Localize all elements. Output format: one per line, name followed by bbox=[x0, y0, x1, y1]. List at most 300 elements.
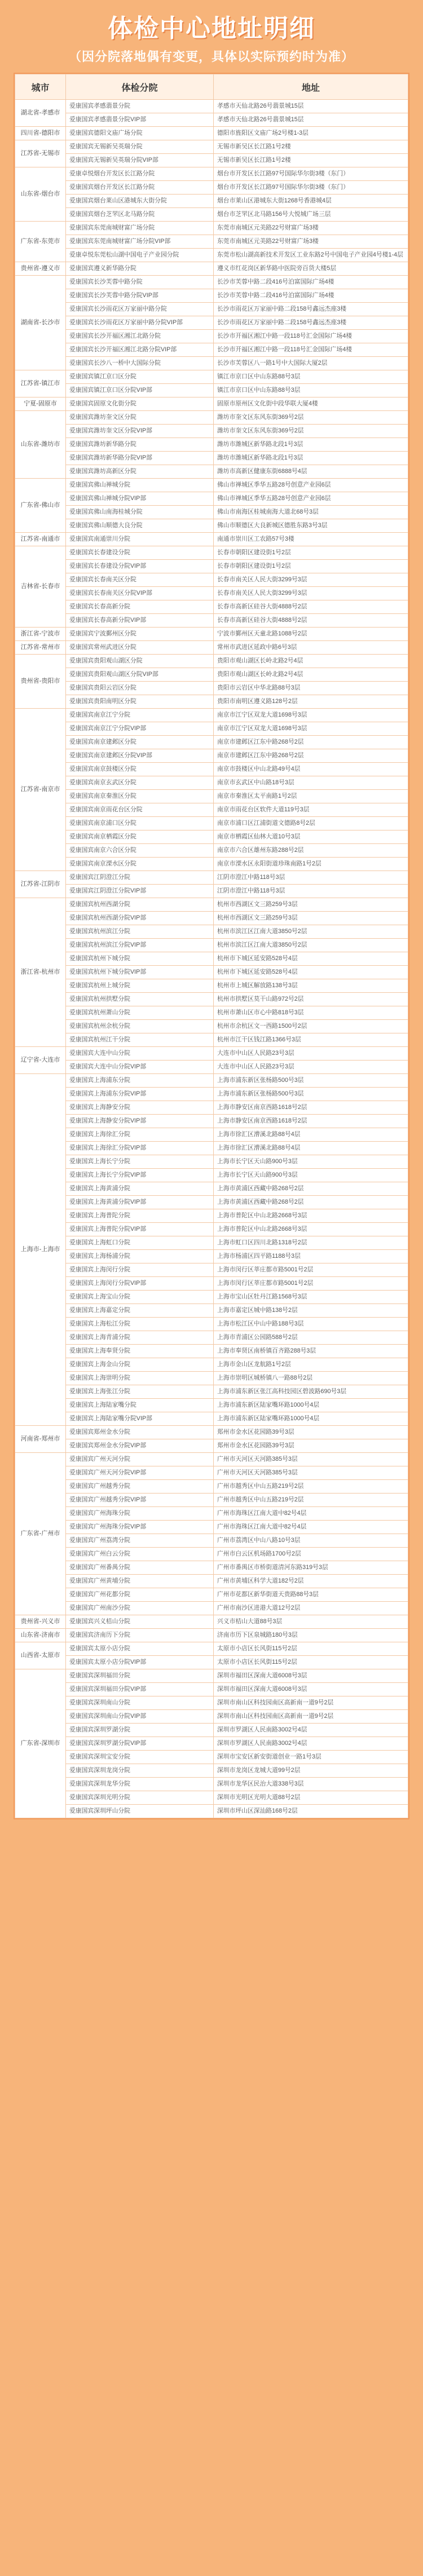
branch-cell: 爱康国宾南京浦口区分院 bbox=[66, 817, 214, 830]
table-row bbox=[15, 1791, 408, 1805]
branch-cell: 爱康国宾上海浦东分院VIP部 bbox=[66, 1088, 214, 1101]
table-row bbox=[15, 1466, 408, 1480]
branch-cell: 爱康国宾南京建邺区分院VIP部 bbox=[66, 749, 214, 763]
table-row bbox=[15, 925, 408, 939]
table-row bbox=[15, 1764, 408, 1778]
table-row bbox=[15, 641, 408, 655]
address-cell: 南京市溧水区永阳街道珍珠南路1号2层 bbox=[214, 858, 408, 871]
table-header-row bbox=[15, 74, 408, 100]
address-cell: 深圳市宝安区新安街道创业一路1号3层 bbox=[214, 1751, 408, 1764]
address-cell: 南京市雨花台区软件大道119号3层 bbox=[214, 803, 408, 817]
branch-cell: 爱康国宾杭州滨江分院VIP部 bbox=[66, 939, 214, 952]
address-cell: 南京市建邺区江东中路268号2层 bbox=[214, 736, 408, 749]
branch-cell: 爱康国宾深圳坪山分院 bbox=[66, 1805, 214, 1818]
branch-cell: 爱康国宾杭州江干分院 bbox=[66, 1033, 214, 1047]
address-cell: 太原市小店区长风街115号2层 bbox=[214, 1642, 408, 1656]
table-row bbox=[15, 790, 408, 803]
address-cell: 潍坊市潍城区新华路北段1号3层 bbox=[214, 438, 408, 452]
table-row bbox=[15, 208, 408, 222]
table-row bbox=[15, 858, 408, 871]
branch-cell: 爱康国宾江阴澄江分院 bbox=[66, 871, 214, 885]
table-row bbox=[15, 1683, 408, 1696]
branch-cell: 爱康国宾南通崇川分院 bbox=[66, 533, 214, 546]
branch-cell: 爱康国宾烟台莱山区港城东大街分院 bbox=[66, 195, 214, 208]
address-cell: 深圳市福田区深南大道6008号3层 bbox=[214, 1683, 408, 1696]
table-row bbox=[15, 682, 408, 695]
address-cell: 江阴市澄江中路118号3层 bbox=[214, 885, 408, 898]
address-cell: 固原市原州区文化街中段华联大厦4楼 bbox=[214, 397, 408, 411]
address-cell: 长沙市开福区湘江中路一段118号汇金国际广场4楼 bbox=[214, 343, 408, 357]
branch-cell: 爱康国宾上海静安分院VIP部 bbox=[66, 1115, 214, 1128]
city-cell: 江苏省-常州市 bbox=[15, 641, 66, 655]
address-cell: 长沙市芙蓉中路二段416号泊富国际广场4楼 bbox=[214, 276, 408, 289]
branch-cell: 爱康国宾郑州金水分院VIP部 bbox=[66, 1439, 214, 1453]
address-cell: 佛山市禅城区季华五路28号创意产业园6层 bbox=[214, 492, 408, 506]
table-row bbox=[15, 573, 408, 587]
address-cell: 上海市黄浦区西藏中路268号2层 bbox=[214, 1182, 408, 1196]
branch-cell: 爱康国宾杭州西湖分院 bbox=[66, 898, 214, 912]
branch-cell: 爱康国宾长沙芙蓉中路分院 bbox=[66, 276, 214, 289]
branch-cell: 爱康国宾镇江京口区分院 bbox=[66, 370, 214, 384]
branch-cell: 爱康国宾贵阳观山湖区分院VIP部 bbox=[66, 668, 214, 682]
branch-cell: 爱康国宾东莞南城财富广场分院VIP部 bbox=[66, 235, 214, 249]
address-cell: 杭州市上城区解放路138号3层 bbox=[214, 979, 408, 993]
address-cell: 广州市越秀区中山五路219号2层 bbox=[214, 1480, 408, 1494]
address-cell: 南京市江宁区双龙大道1698号3层 bbox=[214, 722, 408, 736]
address-cell: 上海市闵行区莘庄都市路5001号2层 bbox=[214, 1277, 408, 1291]
branch-cell: 爱康国宾上海虹口分院 bbox=[66, 1236, 214, 1250]
branch-cell: 爱康国宾上海徐汇分院VIP部 bbox=[66, 1142, 214, 1155]
address-cell: 潍坊市奎文区东风东街369号2层 bbox=[214, 411, 408, 425]
branch-cell: 爱康国宾上海陆家嘴分院VIP部 bbox=[66, 1412, 214, 1426]
table-row bbox=[15, 1602, 408, 1615]
address-cell: 广州市越秀区中山五路219号2层 bbox=[214, 1494, 408, 1507]
branch-cell: 爱康国宾贵阳观山湖区分院 bbox=[66, 655, 214, 668]
branch-cell: 爱康国宾德阳文庙广场分院 bbox=[66, 127, 214, 140]
address-cell: 上海市青浦区公园路588号2层 bbox=[214, 1331, 408, 1345]
table-row bbox=[15, 1088, 408, 1101]
table-row bbox=[15, 1358, 408, 1372]
branch-cell: 爱康国宾广州越秀分院VIP部 bbox=[66, 1494, 214, 1507]
table-row bbox=[15, 1534, 408, 1548]
city-cell: 宁夏-固原市 bbox=[15, 397, 66, 411]
branch-cell: 爱康国宾南京六合区分院 bbox=[66, 844, 214, 858]
table-row bbox=[15, 127, 408, 140]
table-row bbox=[15, 1494, 408, 1507]
address-cell: 贵阳市南明区遵义路128号2层 bbox=[214, 695, 408, 709]
branch-cell: 爱康国宾广州南沙分院 bbox=[66, 1602, 214, 1615]
address-cell: 上海市浦东新区陆家嘴环路1000号4层 bbox=[214, 1412, 408, 1426]
column-header-city: 城市 bbox=[15, 74, 66, 100]
address-cell: 南通市崇川区工农路57号3楼 bbox=[214, 533, 408, 546]
branch-cell: 爱康国宾长沙芙蓉中路分院VIP部 bbox=[66, 289, 214, 303]
address-cell: 杭州市下城区延安路528号4层 bbox=[214, 966, 408, 979]
branch-cell: 爱康国宾上海张江分院 bbox=[66, 1385, 214, 1399]
address-cell: 上海市长宁区天山路900号3层 bbox=[214, 1155, 408, 1169]
branch-cell: 爱康国宾佛山南海桂城分院 bbox=[66, 506, 214, 519]
branch-cell: 爱康国宾杭州余杭分院 bbox=[66, 1020, 214, 1033]
address-cell: 上海市浦东新区张杨路500号3层 bbox=[214, 1074, 408, 1088]
table-row bbox=[15, 438, 408, 452]
branch-cell: 爱康国宾郑州金水分院 bbox=[66, 1426, 214, 1439]
address-cell: 深圳市福田区深南大道6008号3层 bbox=[214, 1669, 408, 1683]
address-cell: 广州市南沙区进港大道12号2层 bbox=[214, 1602, 408, 1615]
table-row bbox=[15, 1142, 408, 1155]
table-row bbox=[15, 1575, 408, 1588]
table-row bbox=[15, 885, 408, 898]
table-row bbox=[15, 330, 408, 343]
address-cell: 南京市秦淮区太平南路1号2层 bbox=[214, 790, 408, 803]
address-cell: 无锡市新吴区长江路1号2楼 bbox=[214, 140, 408, 154]
branch-cell: 爱康国宾烟台开发区长江路分院 bbox=[66, 181, 214, 195]
table-row bbox=[15, 1155, 408, 1169]
address-table bbox=[15, 74, 408, 1818]
branch-cell: 爱康国宾长春建设分院 bbox=[66, 546, 214, 560]
branch-cell: 爱康国宾杭州西湖分院VIP部 bbox=[66, 912, 214, 925]
branch-cell: 爱康国宾贵阳南明区分院 bbox=[66, 695, 214, 709]
table-row bbox=[15, 803, 408, 817]
branch-cell: 爱康国宾南京江宁分院VIP部 bbox=[66, 722, 214, 736]
branch-cell: 爱康国宾江阴澄江分院VIP部 bbox=[66, 885, 214, 898]
branch-cell: 爱康国宾广州花都分院 bbox=[66, 1588, 214, 1602]
branch-cell: 爱康国宾广州越秀分院 bbox=[66, 1480, 214, 1494]
address-cell: 广州市海珠区江南大道中82号4层 bbox=[214, 1507, 408, 1521]
table-row bbox=[15, 289, 408, 303]
branch-cell: 爱康国宾深圳光明分院 bbox=[66, 1791, 214, 1805]
address-cell: 贵阳市观山湖区长岭北路2号4层 bbox=[214, 668, 408, 682]
table-row bbox=[15, 276, 408, 289]
city-cell: 河南省-郑州市 bbox=[15, 1426, 66, 1453]
city-cell: 浙江省-杭州市 bbox=[15, 898, 66, 1047]
address-cell: 大连市中山区人民路23号3层 bbox=[214, 1061, 408, 1074]
address-cell: 南京市六合区雄州东路288号2层 bbox=[214, 844, 408, 858]
city-cell: 湖南省-长沙市 bbox=[15, 276, 66, 370]
city-cell: 山东省-烟台市 bbox=[15, 167, 66, 222]
branch-cell: 爱康国宾上海青浦分院 bbox=[66, 1331, 214, 1345]
address-cell: 深圳市南山区科技园南区高新南一道9号2层 bbox=[214, 1696, 408, 1710]
address-cell: 上海市徐汇区漕溪北路88号4层 bbox=[214, 1128, 408, 1142]
table-row bbox=[15, 1101, 408, 1115]
branch-cell: 爱康国宾南京鼓楼区分院 bbox=[66, 763, 214, 776]
table-row bbox=[15, 1656, 408, 1669]
address-cell: 太原市小店区长风街115号2层 bbox=[214, 1656, 408, 1669]
table-row bbox=[15, 600, 408, 614]
table-row bbox=[15, 587, 408, 600]
table-row bbox=[15, 1074, 408, 1088]
column-header-address: 地址 bbox=[214, 74, 408, 100]
table-row bbox=[15, 1182, 408, 1196]
branch-cell: 爱康国宾镇江京口区分院VIP部 bbox=[66, 384, 214, 397]
address-cell: 贵阳市观山湖区长岭北路2号4层 bbox=[214, 655, 408, 668]
address-cell: 杭州市滨江区江南大道3850号2层 bbox=[214, 939, 408, 952]
address-cell: 深圳市罗湖区人民南路3002号4层 bbox=[214, 1737, 408, 1751]
branch-cell: 爱康国宾深圳罗湖分院 bbox=[66, 1724, 214, 1737]
branch-cell: 爱康国宾烟台芝罘区北马路分院 bbox=[66, 208, 214, 222]
address-cell: 广州市天河区天河路385号3层 bbox=[214, 1453, 408, 1466]
address-cell: 广州市海珠区江南大道中82号4层 bbox=[214, 1521, 408, 1534]
table-row bbox=[15, 343, 408, 357]
table-row bbox=[15, 952, 408, 966]
branch-cell: 爱康国宾潍坊高新区分院 bbox=[66, 465, 214, 479]
table-row bbox=[15, 1710, 408, 1724]
branch-cell: 爱康国宾南京秦淮区分院 bbox=[66, 790, 214, 803]
branch-cell: 爱康国宾上海嘉定分院 bbox=[66, 1304, 214, 1318]
table-row bbox=[15, 425, 408, 438]
branch-cell: 爱康国宾长春高新分院VIP部 bbox=[66, 614, 214, 628]
address-cell: 长沙市雨花区万家丽中路二段158号鑫远杰座3楼 bbox=[214, 303, 408, 316]
table-row bbox=[15, 1439, 408, 1453]
address-cell: 杭州市江干区钱江路1366号3层 bbox=[214, 1033, 408, 1047]
branch-cell: 爱康国宾无锡新吴英瑞分院 bbox=[66, 140, 214, 154]
branch-cell: 爱康国宾上海普陀分院VIP部 bbox=[66, 1223, 214, 1236]
address-cell: 烟台市开发区长江路97号国际华尔街3楼（东门） bbox=[214, 167, 408, 181]
branch-cell: 爱康国宾广州海珠分院VIP部 bbox=[66, 1521, 214, 1534]
address-cell: 上海市浦东新区张杨路500号3层 bbox=[214, 1088, 408, 1101]
city-cell: 浙江省-宁波市 bbox=[15, 628, 66, 641]
branch-cell: 爱康国宾南京建邺区分院 bbox=[66, 736, 214, 749]
table-row bbox=[15, 1047, 408, 1061]
branch-cell: 爱康国宾广州海珠分院 bbox=[66, 1507, 214, 1521]
table-row bbox=[15, 411, 408, 425]
address-cell: 佛山市禅城区季华五路28号创意产业园6层 bbox=[214, 479, 408, 492]
address-cell: 长沙市芙蓉中路二段416号泊富国际广场4楼 bbox=[214, 289, 408, 303]
table-row bbox=[15, 1453, 408, 1466]
table-row bbox=[15, 140, 408, 154]
address-cell: 长春市南关区人民大街3299号3层 bbox=[214, 587, 408, 600]
address-cell: 杭州市滨江区江南大道3850号2层 bbox=[214, 925, 408, 939]
address-cell: 上海市静安区南京西路1618号2层 bbox=[214, 1115, 408, 1128]
branch-cell: 爱康国宾深圳罗湖分院VIP部 bbox=[66, 1737, 214, 1751]
address-cell: 上海市徐汇区漕溪北路88号4层 bbox=[214, 1142, 408, 1155]
table-row bbox=[15, 1751, 408, 1764]
table-row bbox=[15, 1223, 408, 1236]
table-row bbox=[15, 1521, 408, 1534]
branch-cell: 爱康国宾南京溧水区分院 bbox=[66, 858, 214, 871]
address-cell: 南京市玄武区中山路18号3层 bbox=[214, 776, 408, 790]
city-cell: 江苏省-无锡市 bbox=[15, 140, 66, 167]
branch-cell: 爱康国宾长沙开福区湘江北路分院 bbox=[66, 330, 214, 343]
table-row bbox=[15, 222, 408, 235]
table-row bbox=[15, 1263, 408, 1277]
table-row bbox=[15, 1250, 408, 1263]
table-row bbox=[15, 898, 408, 912]
branch-cell: 爱康国宾广州番禺分院 bbox=[66, 1561, 214, 1575]
table-row bbox=[15, 817, 408, 830]
table-row bbox=[15, 195, 408, 208]
table-row bbox=[15, 546, 408, 560]
address-cell: 上海市金山区龙航路1号2层 bbox=[214, 1358, 408, 1372]
table-body bbox=[15, 100, 408, 1818]
branch-cell: 爱康国宾宁波鄞州区分院 bbox=[66, 628, 214, 641]
address-cell: 潍坊市高新区健康东街6888号4层 bbox=[214, 465, 408, 479]
address-cell: 孝感市天仙北路26号翡景城15层 bbox=[214, 100, 408, 113]
branch-cell: 爱康国宾上海长宁分院 bbox=[66, 1155, 214, 1169]
table-row bbox=[15, 1006, 408, 1020]
address-cell: 东莞市南城区元美路22号财富广场3楼 bbox=[214, 222, 408, 235]
address-cell: 潍坊市奎文区东风东街369号2层 bbox=[214, 425, 408, 438]
city-cell: 广东省-深圳市 bbox=[15, 1669, 66, 1818]
address-cell: 上海市虹口区四川北路1318号2层 bbox=[214, 1236, 408, 1250]
table-row bbox=[15, 1209, 408, 1223]
city-cell: 江苏省-江阴市 bbox=[15, 871, 66, 898]
table-row bbox=[15, 533, 408, 546]
branch-cell: 爱康国宾上海徐汇分院 bbox=[66, 1128, 214, 1142]
table-row bbox=[15, 776, 408, 790]
branch-cell: 爱康国宾常州武进区分院 bbox=[66, 641, 214, 655]
branch-cell: 爱康国宾长沙雨花区万家丽中路分院VIP部 bbox=[66, 316, 214, 330]
table-row bbox=[15, 181, 408, 195]
branch-cell: 爱康国宾上海黄浦分院 bbox=[66, 1182, 214, 1196]
branch-cell: 爱康国宾潍坊奎文区分院 bbox=[66, 411, 214, 425]
page-title: 体检中心地址明细 bbox=[108, 14, 315, 43]
table-row bbox=[15, 1696, 408, 1710]
table-row bbox=[15, 262, 408, 276]
city-cell: 江苏省-镇江市 bbox=[15, 370, 66, 397]
address-cell: 深圳市坪山区深汕路168号2层 bbox=[214, 1805, 408, 1818]
branch-cell: 爱康国宾南京玄武区分院 bbox=[66, 776, 214, 790]
branch-cell: 爱康国宾遵义新华路分院 bbox=[66, 262, 214, 276]
branch-cell: 爱康国宾杭州下城分院 bbox=[66, 952, 214, 966]
table-row bbox=[15, 519, 408, 533]
table-row bbox=[15, 1345, 408, 1358]
address-cell: 上海市浦东新区张江高科技园区碧波路690号3层 bbox=[214, 1385, 408, 1399]
city-cell: 贵州省-贵阳市 bbox=[15, 655, 66, 709]
branch-cell: 爱康国宾长沙雨花区万家丽中路分院 bbox=[66, 303, 214, 316]
table-row bbox=[15, 1669, 408, 1683]
branch-cell: 爱康国宾深圳福田分院VIP部 bbox=[66, 1683, 214, 1696]
table-row bbox=[15, 1128, 408, 1142]
branch-cell: 爱康国宾广州天河分院VIP部 bbox=[66, 1466, 214, 1480]
branch-cell: 爱康国宾上海黄浦分院VIP部 bbox=[66, 1196, 214, 1209]
branch-cell: 爱康国宾太原小店分院 bbox=[66, 1642, 214, 1656]
address-cell: 广州市天河区天河路385号3层 bbox=[214, 1466, 408, 1480]
table-row bbox=[15, 397, 408, 411]
branch-cell: 爱康国宾上海奉贤分院 bbox=[66, 1345, 214, 1358]
table-row bbox=[15, 1412, 408, 1426]
branch-cell: 爱康国宾上海杨浦分院 bbox=[66, 1250, 214, 1263]
table-row bbox=[15, 303, 408, 316]
table-row bbox=[15, 154, 408, 167]
city-cell: 上海市-上海市 bbox=[15, 1074, 66, 1426]
branch-cell: 爱康国宾杭州滨江分院 bbox=[66, 925, 214, 939]
table-row bbox=[15, 465, 408, 479]
branch-cell: 爱康国宾深圳南山分院VIP部 bbox=[66, 1710, 214, 1724]
table-row bbox=[15, 966, 408, 979]
page-subtitle: （因分院落地偶有变更，具体以实际预约时为准） bbox=[68, 50, 354, 64]
branch-cell: 爱康国宾长沙开福区湘江北路分院VIP部 bbox=[66, 343, 214, 357]
branch-cell: 爱康国宾杭州下城分院VIP部 bbox=[66, 966, 214, 979]
address-cell: 佛山市南海区桂城南海大道北68号3层 bbox=[214, 506, 408, 519]
table-row bbox=[15, 1169, 408, 1182]
branch-cell: 爱康国宾深圳龙华分院 bbox=[66, 1778, 214, 1791]
table-row bbox=[15, 370, 408, 384]
address-cell: 遵义市红花岗区新华路中医院旁百货大楼5层 bbox=[214, 262, 408, 276]
branch-cell: 爱康国宾杭州拱墅分院 bbox=[66, 993, 214, 1006]
address-cell: 长春市朝阳区建设街1号2层 bbox=[214, 560, 408, 573]
table-row bbox=[15, 1277, 408, 1291]
address-cell: 长沙市芙蓉区八一路1号中大国际大厦2层 bbox=[214, 357, 408, 370]
address-cell: 深圳市龙岗区龙城大道99号2层 bbox=[214, 1764, 408, 1778]
branch-cell: 爱康国宾深圳宝安分院 bbox=[66, 1751, 214, 1764]
address-cell: 无锡市新吴区长江路1号2楼 bbox=[214, 154, 408, 167]
table-row bbox=[15, 357, 408, 370]
branch-cell: 爱康国宾杭州上城分院 bbox=[66, 979, 214, 993]
branch-cell: 爱康国宾上海崇明分院 bbox=[66, 1372, 214, 1385]
table-row bbox=[15, 249, 408, 262]
table-row bbox=[15, 1737, 408, 1751]
table-row bbox=[15, 736, 408, 749]
address-cell: 上海市崇明区城桥镇八一路88号2层 bbox=[214, 1372, 408, 1385]
table-row bbox=[15, 316, 408, 330]
table-row bbox=[15, 628, 408, 641]
address-cell: 深圳市南山区科技园南区高新南一道9号2层 bbox=[214, 1710, 408, 1724]
city-cell: 辽宁省-大连市 bbox=[15, 1047, 66, 1074]
address-cell: 南京市鼓楼区中山北路49号4层 bbox=[214, 763, 408, 776]
table-row bbox=[15, 1020, 408, 1033]
table-row bbox=[15, 506, 408, 519]
branch-cell: 爱康国宾佛山禅城分院 bbox=[66, 479, 214, 492]
address-cell: 上海市嘉定区城中路138号2层 bbox=[214, 1304, 408, 1318]
city-cell: 江苏省-南京市 bbox=[15, 709, 66, 871]
city-cell: 山西省-太原市 bbox=[15, 1642, 66, 1669]
address-cell: 南京市建邺区江东中路268号2层 bbox=[214, 749, 408, 763]
table-row bbox=[15, 655, 408, 668]
table-row bbox=[15, 1385, 408, 1399]
table-row bbox=[15, 1291, 408, 1304]
table-row bbox=[15, 1115, 408, 1128]
city-cell: 贵州省-遵义市 bbox=[15, 262, 66, 276]
address-table-card bbox=[14, 73, 409, 1819]
branch-cell: 爱康国宾长春高新分院 bbox=[66, 600, 214, 614]
branch-cell: 爱康国宾深圳龙岗分院 bbox=[66, 1764, 214, 1778]
table-row bbox=[15, 1588, 408, 1602]
table-row bbox=[15, 993, 408, 1006]
table-row bbox=[15, 1318, 408, 1331]
address-cell: 江阴市澄江中路118号3层 bbox=[214, 871, 408, 885]
city-cell: 贵州省-兴义市 bbox=[15, 1615, 66, 1629]
city-cell: 广东省-广州市 bbox=[15, 1453, 66, 1615]
branch-cell: 爱康国宾深圳福田分院 bbox=[66, 1669, 214, 1683]
address-cell: 上海市长宁区天山路900号3层 bbox=[214, 1169, 408, 1182]
address-cell: 杭州市余杭区文一西路1500号2层 bbox=[214, 1020, 408, 1033]
address-cell: 广州市荔湾区中山八路10号3层 bbox=[214, 1534, 408, 1548]
address-cell: 常州市武进区延政中路6号3层 bbox=[214, 641, 408, 655]
address-cell: 长沙市开福区湘江中路一段118号汇金国际广场4楼 bbox=[214, 330, 408, 343]
city-cell: 广东省-佛山市 bbox=[15, 479, 66, 533]
address-cell: 镇江市京口区中山东路88号3层 bbox=[214, 370, 408, 384]
branch-cell: 爱康国宾东莞南城财富广场分院 bbox=[66, 222, 214, 235]
branch-cell: 爱康国宾上海浦东分院 bbox=[66, 1074, 214, 1088]
header bbox=[0, 0, 423, 73]
address-cell: 东莞市松山湖高新技术开发区工业东路2号中国电子产业园4号楼1-4层 bbox=[214, 249, 408, 262]
table-row bbox=[15, 1642, 408, 1656]
branch-cell: 爱康国宾太原小店分院VIP部 bbox=[66, 1656, 214, 1669]
branch-cell: 爱康国宾潍坊新华路分院VIP部 bbox=[66, 452, 214, 465]
branch-cell: 爱康国宾南京雨花台区分院 bbox=[66, 803, 214, 817]
address-cell: 杭州市西湖区文三路259号3层 bbox=[214, 912, 408, 925]
table-row bbox=[15, 1304, 408, 1318]
address-cell: 贵阳市云岩区中华北路88号3层 bbox=[214, 682, 408, 695]
address-cell: 南京市江宁区双龙大道1698号3层 bbox=[214, 709, 408, 722]
address-cell: 东莞市南城区元美路22号财富广场3楼 bbox=[214, 235, 408, 249]
table-row bbox=[15, 722, 408, 736]
address-cell: 济南市历下区泉城路180号3层 bbox=[214, 1629, 408, 1642]
address-cell: 南京市浦口区江浦街道文德路8号2层 bbox=[214, 817, 408, 830]
address-cell: 广州市黄埔区科学大道182号2层 bbox=[214, 1575, 408, 1588]
city-cell: 湖北省-孝感市 bbox=[15, 100, 66, 127]
table-row bbox=[15, 167, 408, 181]
address-cell: 上海市闵行区莘庄都市路5001号2层 bbox=[214, 1263, 408, 1277]
